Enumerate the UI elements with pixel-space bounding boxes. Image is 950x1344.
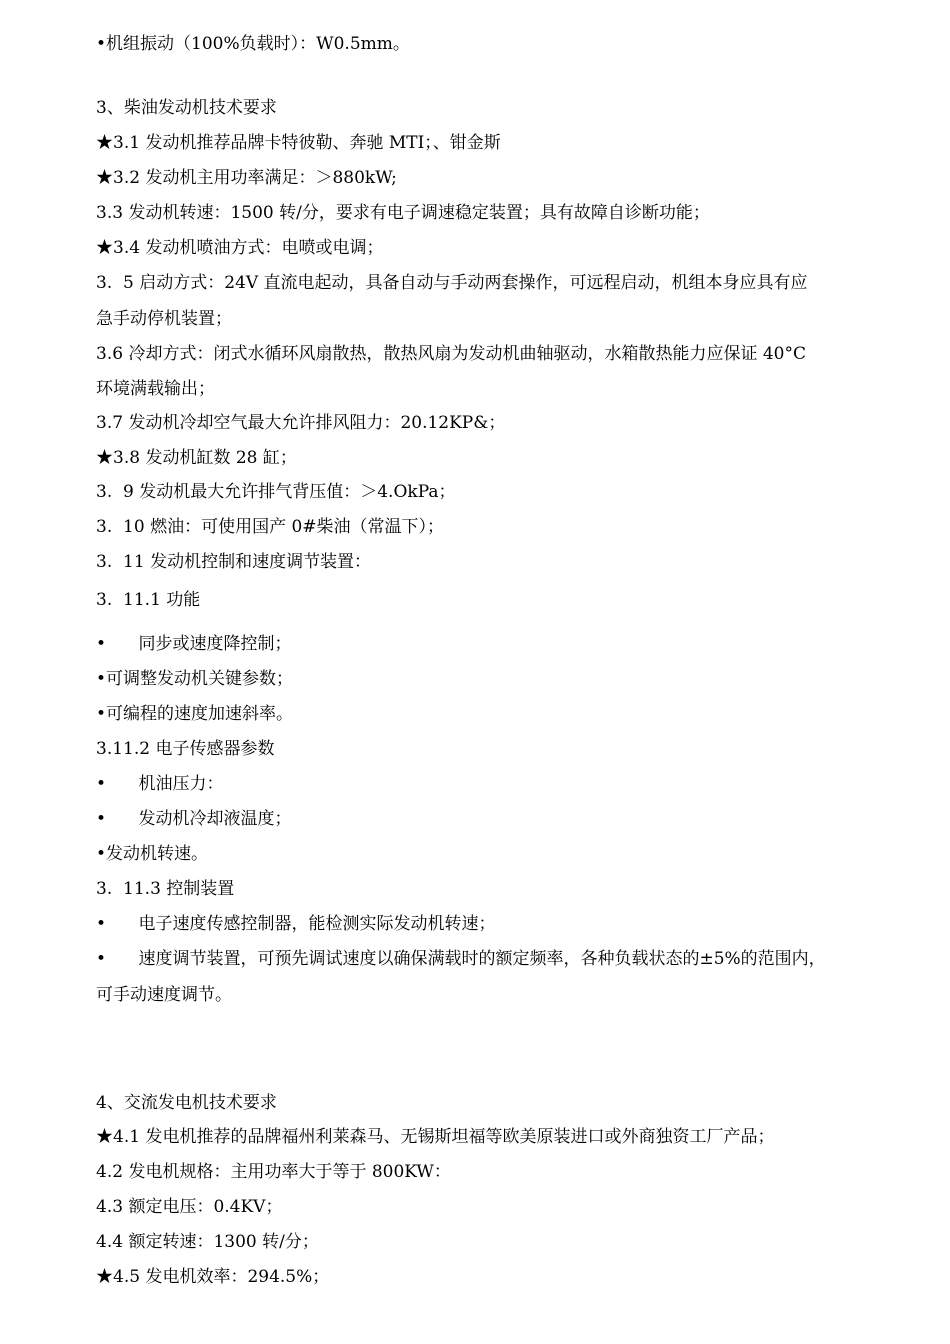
list-item: • 速度调节装置，可预先调试速度以确保满载时的额定频率，各种负载状态的±5%的范围内， bbox=[96, 949, 826, 969]
list-item: • 机油压力： bbox=[96, 774, 224, 794]
text-line: 3. 5 启动方式：24V 直流电起动，具备自动与手动两套操作，可远程启动，机组本身应具有应 bbox=[96, 273, 808, 293]
text-line: ★3.4 发动机喷油方式：电喷或电调； bbox=[96, 238, 384, 258]
text-line: 3. 11.3 控制装置 bbox=[96, 879, 235, 899]
list-item: • 电子速度传感控制器，能检测实际发动机转速； bbox=[96, 914, 496, 934]
section-heading: 3、柴油发动机技术要求 bbox=[96, 98, 277, 118]
text-line: 3. 11 发动机控制和速度调节装置： bbox=[96, 552, 372, 572]
text-line: 3. 9 发动机最大允许排气背压值：＞4.OkPa； bbox=[96, 482, 456, 502]
text-line: ★3.1 发动机推荐品牌卡特彼勒、奔驰 MTI；、钳金斯 bbox=[96, 133, 501, 153]
text-line: 3.3 发动机转速：1500 转/分，要求有电子调速稳定装置；具有故障自诊断功能； bbox=[96, 203, 710, 223]
text-line: ★4.5 发电机效率：294.5%； bbox=[96, 1267, 330, 1287]
list-item: • 同步或速度降控制； bbox=[96, 634, 292, 654]
list-item: • 发动机冷却液温度； bbox=[96, 809, 292, 829]
text-line: 4.3 额定电压：0.4KV； bbox=[96, 1197, 283, 1217]
list-item: •发动机转速。 bbox=[96, 844, 209, 864]
list-item: •可调整发动机关键参数； bbox=[96, 669, 294, 689]
section-heading: 4、交流发电机技术要求 bbox=[96, 1093, 277, 1113]
text-line: 3.6 冷却方式：闭式水循环风扇散热，散热风扇为发动机曲轴驱动，水箱散热能力应保证 40°C bbox=[96, 344, 806, 364]
text-line: 可手动速度调节。 bbox=[96, 985, 232, 1005]
text-line: ★3.8 发动机缸数 28 缸； bbox=[96, 448, 297, 468]
text-line: ★4.1 发电机推荐的品牌福州利莱森马、无锡斯坦福等欧美原装进口或外商独资工厂产品； bbox=[96, 1127, 775, 1147]
text-line: 4.2 发电机规格：主用功率大于等于 800KW： bbox=[96, 1162, 451, 1182]
text-line: 3.7 发动机冷却空气最大允许排风阻力：20.12KP&； bbox=[96, 413, 506, 433]
text-line: 3. 11.1 功能 bbox=[96, 590, 201, 610]
text-line: 3. 10 燃油：可使用国产 0#柴油（常温下）； bbox=[96, 517, 445, 537]
text-line: •机组振动（100%负载时）：W0.5mm。 bbox=[96, 34, 410, 54]
text-line: ★3.2 发动机主用功率满足：＞880kW; bbox=[96, 168, 397, 188]
text-line: 环境满载输出； bbox=[96, 379, 215, 399]
text-line: 急手动停机装置； bbox=[96, 309, 232, 329]
text-line: 3.11.2 电子传感器参数 bbox=[96, 739, 275, 759]
text-line: 4.4 额定转速：1300 转/分； bbox=[96, 1232, 319, 1252]
list-item: •可编程的速度加速斜率。 bbox=[96, 704, 294, 724]
